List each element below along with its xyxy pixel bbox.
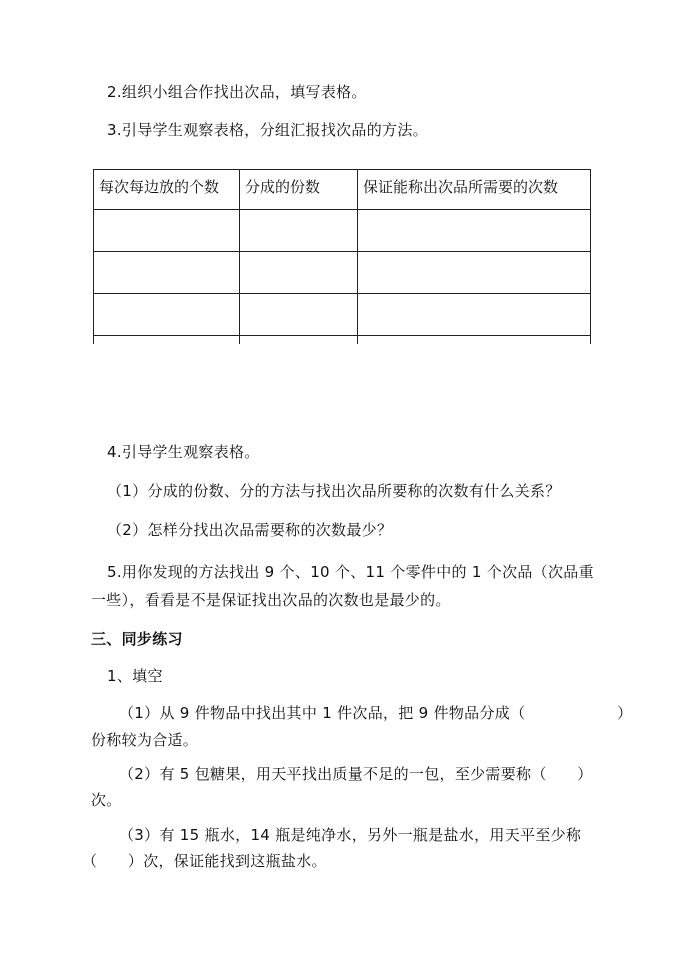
step-5-text: 5.用你发现的方法找出 9 个、10 个、11 个零件中的 1 个次品（次品重	[107, 563, 594, 581]
step-2-text: 2.组织小组合作找出次品，填写表格。	[107, 83, 367, 101]
step-4-text: 4.引导学生观察表格。	[107, 443, 260, 461]
table-row	[94, 210, 591, 252]
table-cell[interactable]	[240, 252, 358, 294]
table-cell[interactable]	[240, 210, 358, 252]
step-3-text: 3.引导学生观察表格，分组汇报找次品的方法。	[107, 121, 428, 139]
table-header-cell: 分成的份数	[240, 170, 358, 210]
table-cell[interactable]	[358, 294, 591, 336]
step-5-continued-text: 一些），看看是不是保证找出次品的次数也是最少的。	[91, 591, 451, 609]
exercise-3-text: （3）有 15 瓶水，14 瓶是纯净水，另外一瓶是盐水，用天平至少称	[119, 826, 582, 844]
exercise-3-continued-text: （ ）次，保证能找到这瓶盐水。	[82, 852, 327, 870]
table-cell[interactable]	[94, 210, 240, 252]
table-cell[interactable]	[94, 294, 240, 336]
table-cell[interactable]	[358, 252, 591, 294]
section-heading: 三、同步练习	[91, 630, 183, 648]
exercise-1-text: （1）从 9 件物品中找出其中 1 件次品，把 9 件物品分成（ ）	[119, 704, 633, 722]
table-cell[interactable]	[240, 294, 358, 336]
table-header-row	[94, 170, 591, 210]
question-2-text: （2）怎样分找出次品需要称的次数最少？	[107, 521, 393, 539]
question-1-text: （1）分成的份数、分的方法与找出次品所要称的次数有什么关系？	[107, 482, 561, 500]
table-row	[94, 294, 591, 336]
exercise-2-text: （2）有 5 包糖果，用天平找出质量不足的一包，至少需要称（ ）	[119, 765, 593, 783]
record-table	[93, 169, 591, 344]
table-cell	[240, 336, 358, 345]
exercise-1-continued-text: 份称较为合适。	[91, 731, 199, 749]
table-cell[interactable]	[358, 210, 591, 252]
table-cell	[358, 336, 591, 345]
fill-blank-heading: 1、填空	[107, 667, 163, 685]
table-cell	[94, 336, 240, 345]
table-cell[interactable]	[94, 252, 240, 294]
table-row	[94, 252, 591, 294]
exercise-2-continued-text: 次。	[91, 791, 122, 809]
table-header-cell: 保证能称出次品所需要的次数	[358, 170, 591, 210]
table-row	[94, 336, 591, 345]
table-header-cell: 每次每边放的个数	[94, 170, 240, 210]
